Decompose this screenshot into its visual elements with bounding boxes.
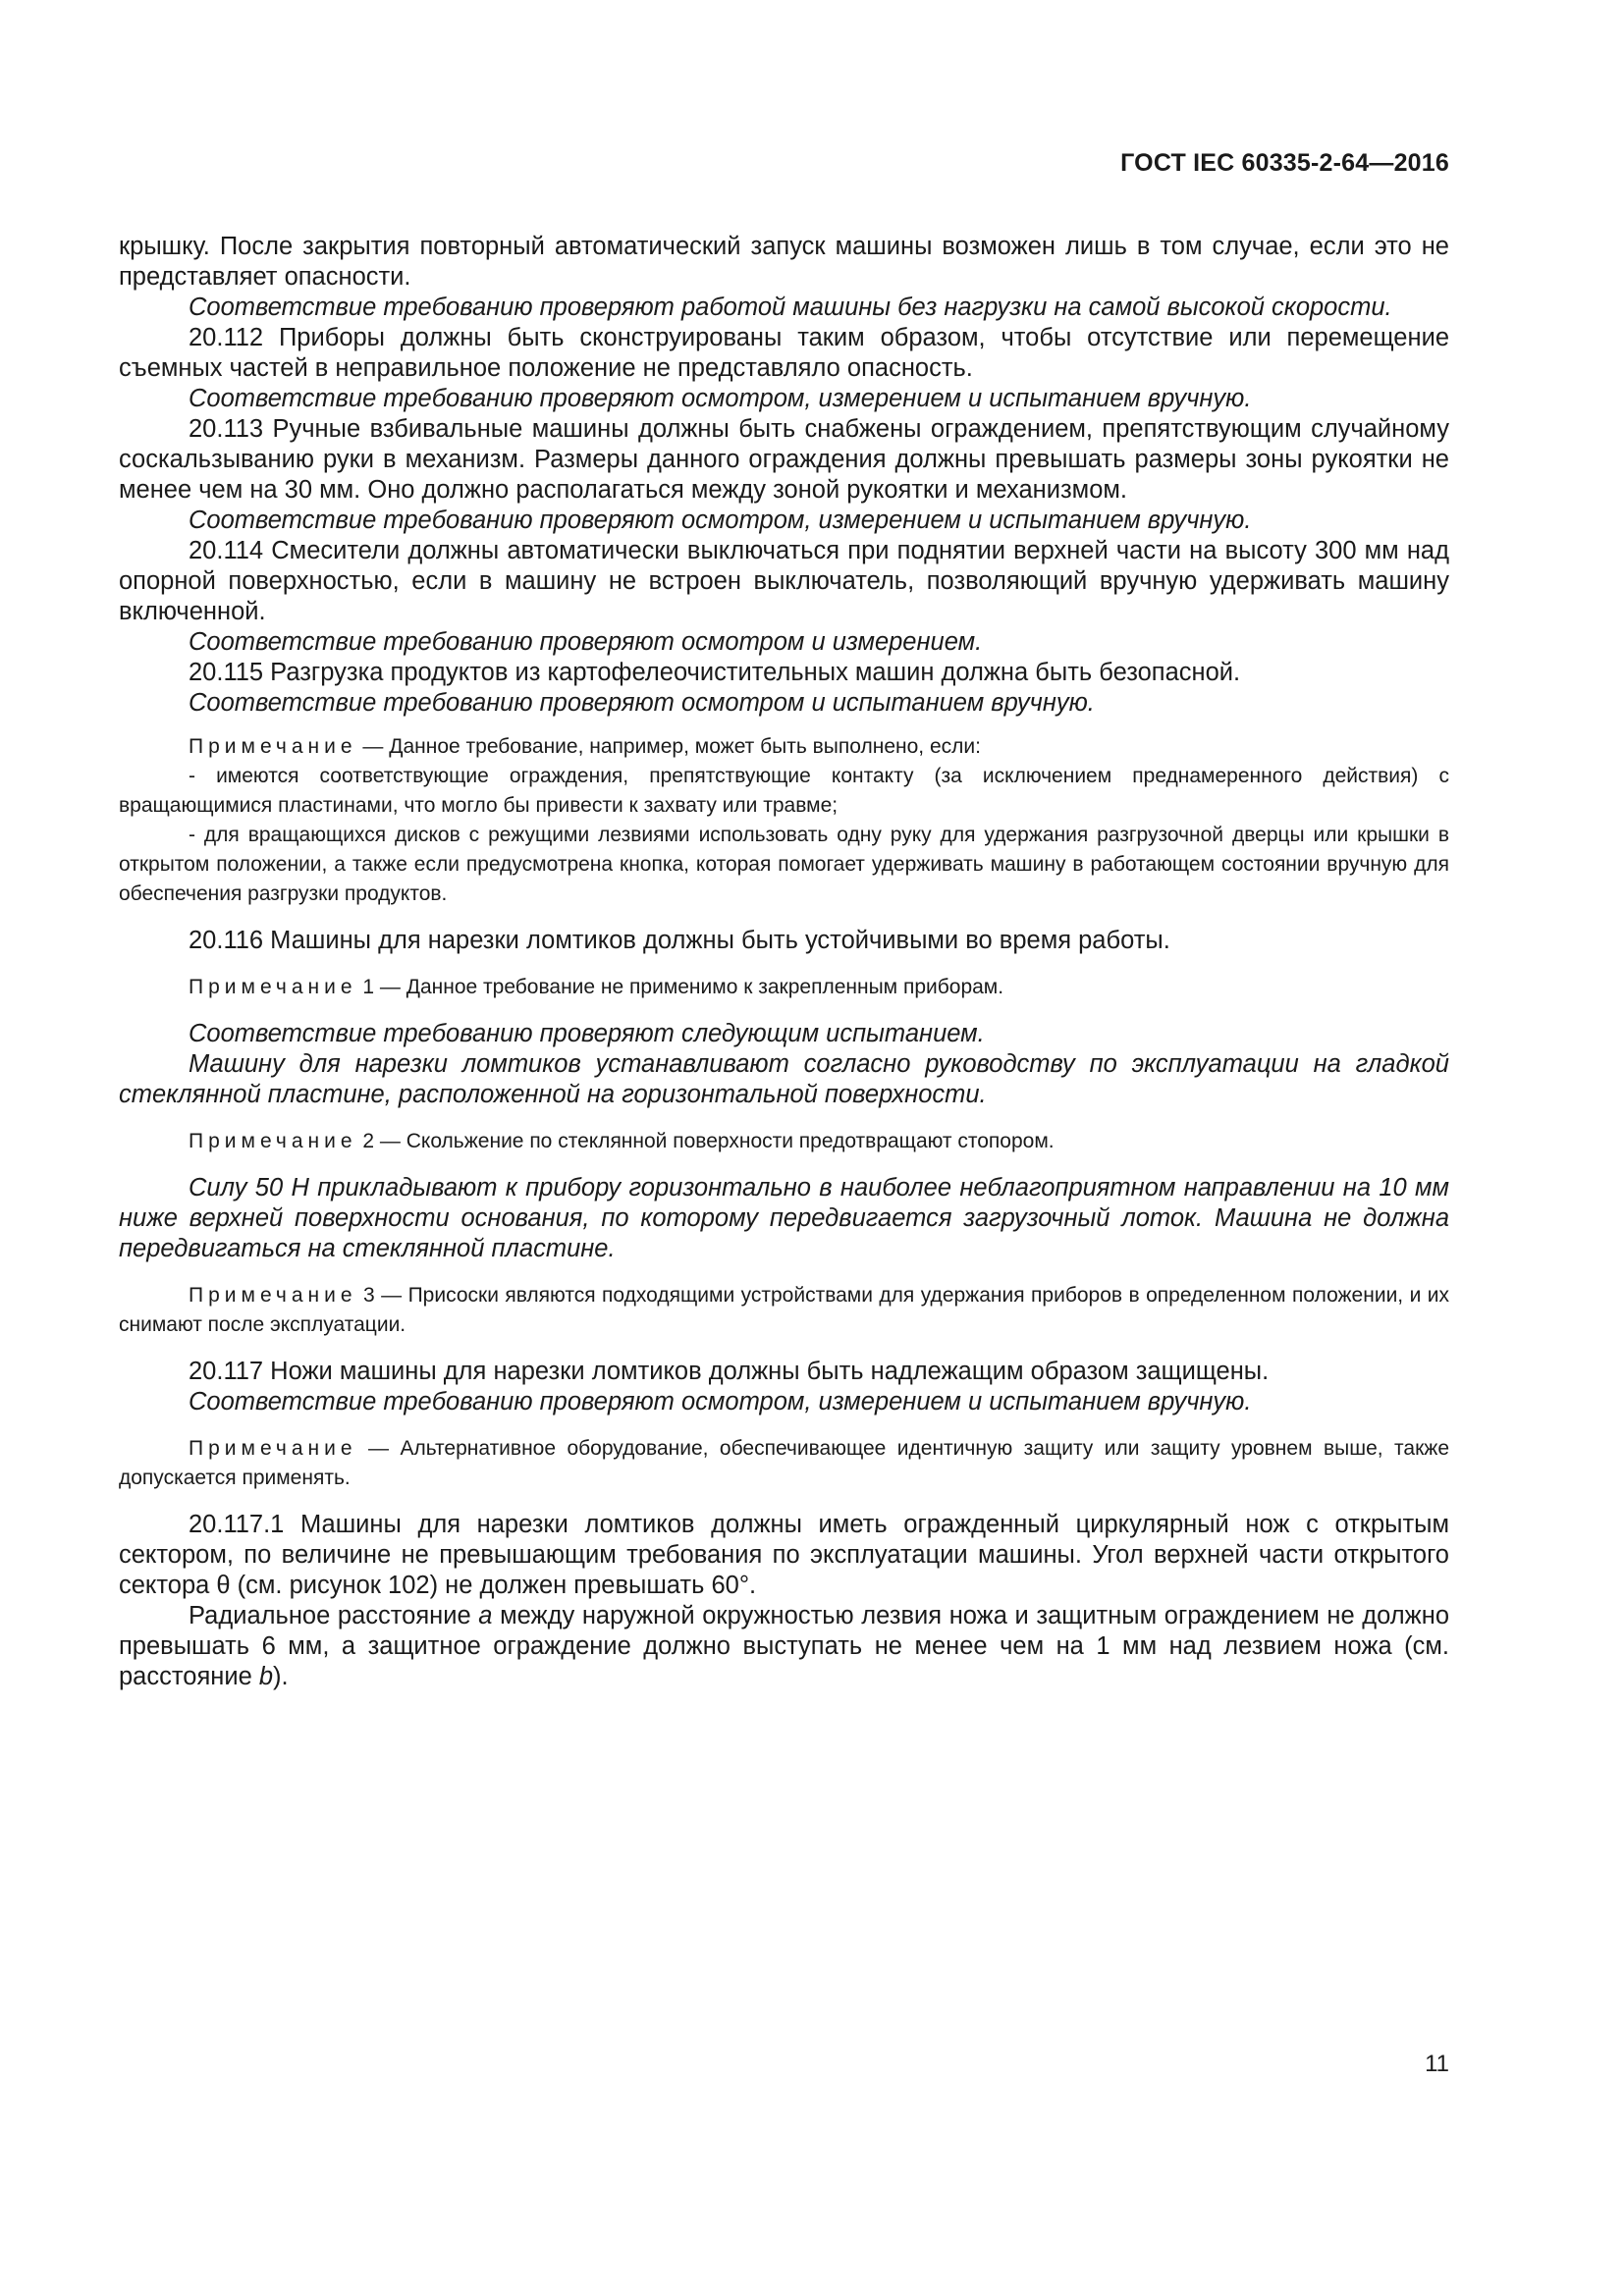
note-3 [119, 1281, 1449, 1340]
clause-20-114: 20.114 Смесители должны автоматически выключаться при поднятии верхней части на высоту 300 мм над опорной поверхностью, если в машину не встроен выключатель, позволяющий вручную удерживать машину включенной. [119, 537, 1449, 625]
clause-20-113: 20.113 Ручные взбивальные машины должны быть снабжены ограждением, препятствующим случайному соскальзыванию руки в механизм. Размеры данного ограждения должны превышать размеры зоны рукоятки не менее чем на 30 мм. Оно должно располагаться между зоной рукоятки и механизмом. [119, 415, 1449, 504]
compliance-check: Соответствие требованию проверяют осмотром, измерением и испытанием вручную. [189, 1388, 1252, 1415]
note-text: 3 — Присоски являются подходящими устройствами для удержания приборов в определенном положении, и их снимают после эксплуатации. [119, 1284, 1449, 1336]
note-list-item: - имеются соответствующие ограждения, препятствующие контакту (за исключением преднамеренного действия) с вращающимися пластинами, что могло бы привести к захвату или травме; [119, 765, 1449, 817]
note-text: — Альтернативное оборудование, обеспечивающее идентичную защиту или защиту уровнем выше, также допускается применять. [119, 1437, 1449, 1489]
clause-20-117-1: 20.117.1 Машины для нарезки ломтиков должны иметь огражденный циркулярный нож с открытым сектором, по величине не превышающим требования по эксплуатации машины. Угол верхней части открытого сектора θ (см. рисунок 102) не должен превышать 60°. [119, 1511, 1449, 1599]
paragraph-continuation: крышку. После закрытия повторный автоматический запуск машины возможен лишь в том случае, если это не представляет опасности. [119, 233, 1449, 291]
note-label: Примечание [189, 1130, 357, 1152]
note-label: Примечание [189, 1284, 357, 1307]
compliance-check: Соответствие требованию проверяют осмотром, измерением и испытанием вручную. [189, 385, 1252, 412]
note-text: — Данное требование, например, может быть выполнено, если: [356, 735, 981, 758]
note-line [119, 732, 1449, 762]
clause-20-115: 20.115 Разгрузка продуктов из картофелеочистительных машин должна быть безопасной. [189, 659, 1241, 686]
note-text: 2 — Скольжение по стеклянной поверхности предотвращают стопором. [356, 1130, 1055, 1152]
clause-radial-distance [119, 1601, 1449, 1692]
compliance-check: Соответствие требованию проверяют осмотром и испытанием вручную. [189, 689, 1095, 717]
text-run: ). [273, 1663, 289, 1690]
note-list-item: - для вращающихся дисков с режущими лезвиями использовать одну руку для удержания разгрузочной дверцы или крышки в открытом положении, а также если предусмотрена кнопка, которая помогает удерживать машину в работающем состоянии вручную для обеспечения разгрузки продуктов. [119, 824, 1449, 905]
note-text: 1 — Данное требование не применимо к закрепленным приборам. [356, 976, 1004, 998]
note-alternative [119, 1434, 1449, 1493]
note-label: Примечание [189, 735, 357, 758]
clause-20-117: 20.117 Ножи машины для нарезки ломтиков должны быть надлежащим образом защищены. [189, 1358, 1270, 1385]
note-1 [119, 973, 1449, 1002]
clause-20-112: 20.112 Приборы должны быть сконструированы таким образом, чтобы отсутствие или перемещение съемных частей в неправильное положение не представляло опасность. [119, 324, 1449, 382]
note-label: Примечание [189, 976, 357, 998]
text-run: Радиальное расстояние [189, 1602, 479, 1629]
compliance-check: Соответствие требованию проверяют осмотром, измерением и испытанием вручную. [189, 507, 1252, 534]
compliance-check: Соответствие требованию проверяют осмотром и измерением. [189, 628, 983, 656]
compliance-check: Соответствие требованию проверяют следующим испытанием. [189, 1020, 985, 1047]
note-2 [119, 1127, 1449, 1156]
note-block [119, 732, 1449, 909]
compliance-check: Соответствие требованию проверяют работой машины без нагрузки на самой высокой скорости. [189, 294, 1392, 321]
text-run: между наружной окружностью лезвия ножа и защитным ограждением не должно превышать 6 мм, а защитное ограждение должно выступать не менее чем на 1 мм над лезвием ножа (см. расстояние [119, 1602, 1449, 1690]
test-description: Силу 50 Н прикладывают к прибору горизонтально в наиболее неблагоприятном направлении на 10 мм ниже верхней поверхности основания, по которому передвигается загрузочный лоток. Машина не должна передвигаться на стеклянной пластине. [119, 1174, 1449, 1262]
document-body [119, 232, 1449, 1692]
test-description: Машину для нарезки ломтиков устанавливают согласно руководству по эксплуатации на гладкой стеклянной пластине, расположенной на горизонтальной поверхности. [119, 1050, 1449, 1108]
note-label: Примечание [189, 1437, 357, 1460]
clause-20-116: 20.116 Машины для нарезки ломтиков должны быть устойчивыми во время работы. [189, 927, 1170, 954]
variable-a: a [478, 1602, 493, 1629]
document-header: ГОСТ IEC 60335-2-64—2016 [1120, 149, 1449, 177]
variable-b: b [258, 1663, 274, 1690]
page-number: 11 [1425, 2051, 1449, 2077]
